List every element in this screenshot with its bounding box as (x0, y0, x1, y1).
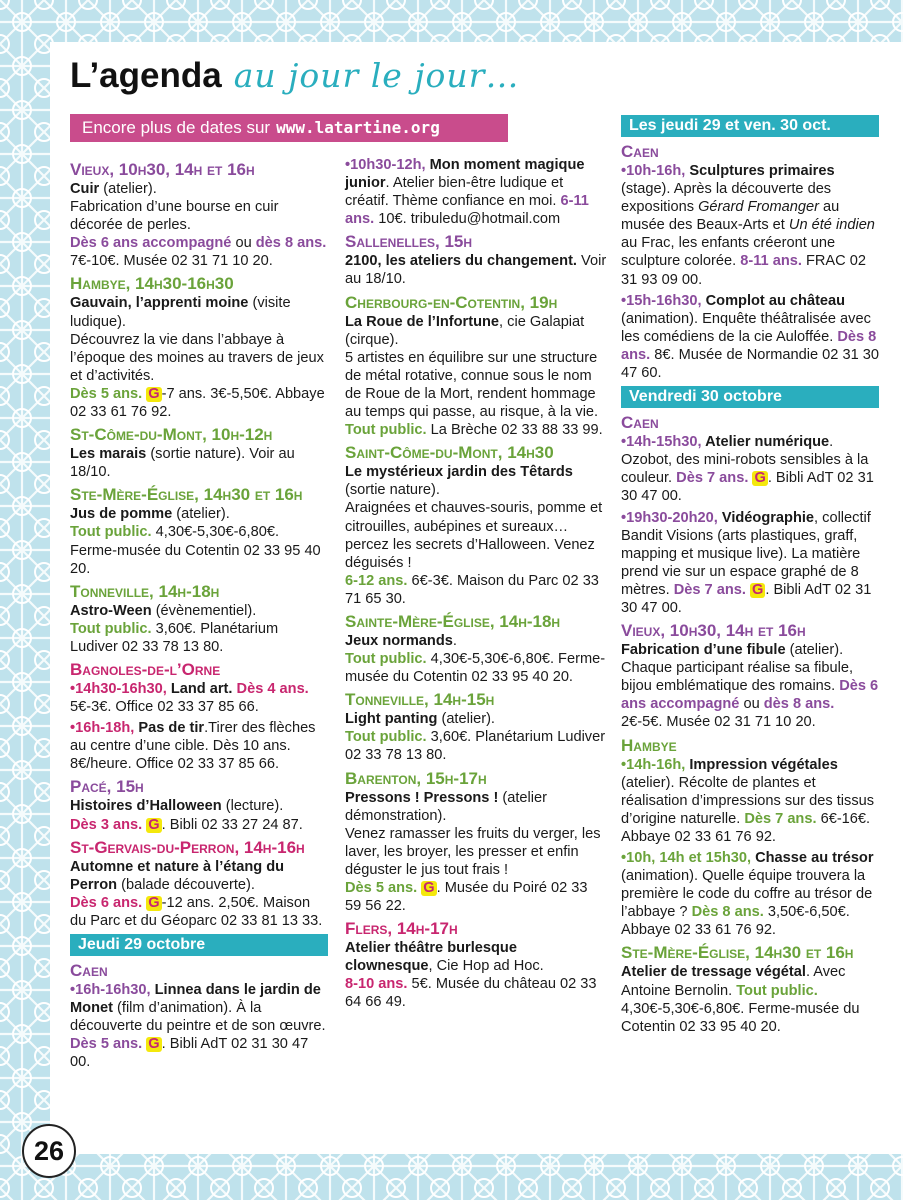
event-heading: Cherbourg-en-Cotentin, 19h (345, 292, 558, 312)
event-heading: St-Gervais-du-Perron, 14h-16h (70, 837, 305, 857)
event-heading: Barenton, 15h-17h (345, 768, 487, 788)
event-entry: •14h-16h, Impression végétales (atelier). Récolte de plantes et réalisation d’impressions sur des tissus d’origine naturelle. Dès 7 ans. 6€-16€. Abbaye 02 33 61 76 92. (621, 756, 875, 845)
event-entry: Le mystérieux jardin des Têtards (sortie nature). Araignées et chauves-souris, pomme et citrouilles, aubépines et sureaux… percez les secrets d’Halloween. Venez déguisés ! 6-12 ans. 6€-3€. Maison du Parc 02 33 71 65 30. (345, 464, 603, 607)
free-badge: G (148, 894, 160, 911)
event-heading: Vieux, 10h30, 14h et 16h (70, 160, 255, 179)
event-heading: Vieux, 10h30, 14h et 16h (621, 621, 806, 641)
page-number: 26 (22, 1124, 76, 1178)
page-title-script: au jour le jour… (233, 56, 520, 95)
event-entry: Atelier de tressage végétal. Avec Antoine Bernolin. Tout public. 4,30€-5,30€-6,80€. Ferme-musée du Cotentin 02 33 95 40 20. (621, 964, 860, 1035)
event-heading: Caen (621, 413, 659, 433)
event-heading: Hambye, 14h30-16h30 (70, 274, 234, 294)
event-entry: Astro-Ween (évènementiel). Tout public. 3,60€. Planétarium Ludiver 02 33 78 13 80. (70, 602, 279, 655)
website-banner: Encore plus de dates sur www.latartine.org (70, 114, 508, 142)
event-heading: Sainte-Mère-Église, 14h-18h (345, 611, 561, 631)
event-entry: •19h30-20h20, Vidéographie, collectif Bandit Visions (arts plastiques, graff, mapping et musique live). La matière prend vie sur un espace graphé de 8 mètres. Dès 7 ans. G . Bibli AdT 02 31 30 47 00. (621, 509, 872, 616)
event-entry: Automne et nature à l’étang du Perron (balade découverte). Dès 6 ans. G -12 ans. 2,50€. Maison du Parc et du Géoparc 02 33 81 13 33. (70, 858, 323, 929)
event-entry: •10h-16h, Sculptures primaires (stage). Après la découverte des expositions Gérard Fromanger au musée des Beaux-Arts et Un été indien au Frac, les enfants créeront une sculpture colorée. 8-11 ans. FRAC 02 31 93 09 00. (621, 163, 875, 288)
day-header: Vendredi 30 octobre (621, 386, 879, 408)
event-heading: Caen (621, 142, 659, 161)
event-heading: Caen (70, 961, 108, 980)
event-heading: Ste-Mère-Église, 14h30 et 16h (621, 943, 854, 963)
event-entry: Atelier théâtre burlesque clownesque, Cie Hop ad Hoc. 8-10 ans. 5€. Musée du château 02 33 64 66 49. (345, 940, 597, 1011)
column-2 (345, 156, 607, 1015)
event-entry: 2100, les ateliers du changement. Voir au 18/10. (345, 253, 607, 288)
event-entry: Gauvain, l’apprenti moine (visite ludique). Découvrez la vie dans l’abbaye à l’époque des moines au travers de jeux et d’activités. Dès 5 ans. G -7 ans. 3€-5,50€. Abbaye 02 33 61 76 92. (70, 295, 325, 421)
event-heading: St-Côme-du-Mont, 10h-12h (70, 425, 273, 445)
free-badge: G (148, 385, 160, 402)
free-badge: G (148, 816, 160, 833)
event-entry: •15h-16h30, Complot au château (animation). Enquête théâtralisée avec les comédiens de la cie Auloffée. Dès 8 ans. 8€. Musée de Normandie 02 31 30 47 60. (621, 292, 879, 382)
event-entry: •10h, 14h et 15h30, Chasse au trésor (animation). Quelle équipe trouvera la première le code du coffre au trésor de l’abbaye ? Dès 8 ans. 3,50€-6,50€. Abbaye 02 33 61 76 92. (621, 850, 874, 939)
event-entry: •14h30-16h30, Land art. Dès 4 ans. 5€-3€. Office 02 33 37 85 66. (70, 680, 309, 716)
event-entry: Les marais (sortie nature). Voir au 18/10. (70, 446, 295, 481)
event-entry: Histoires d’Halloween (lecture). Dès 3 ans. G . Bibli 02 33 27 24 87. (70, 798, 303, 833)
column-1 (70, 156, 328, 1074)
free-badge: G (423, 880, 435, 896)
event-heading: Sallenelles, 15h (345, 232, 473, 252)
event-heading: Flers, 14h-17h (345, 919, 458, 939)
event-heading: Saint-Côme-du-Mont, 14h30 (345, 443, 554, 463)
page-title: L’agenda au jour le jour… (70, 56, 520, 95)
free-badge: G (148, 1036, 160, 1053)
event-entry: •10h30-12h, Mon moment magique junior. Atelier bien-être ludique et créatif. Thème confiance en moi. 6-11 ans. 10€. tribuledu@hotmail.com (345, 157, 589, 228)
event-entry: •14h-15h30, Atelier numérique. Ozobot, des mini-robots sensibles à la couleur. Dès 7 ans. G . Bibli AdT 02 31 30 47 00. (621, 434, 874, 505)
event-entry: Light panting (atelier). Tout public. 3,60€. Planétarium Ludiver 02 33 78 13 80. (345, 711, 606, 764)
event-entry: Pressons ! Pressons ! (atelier démonstration). Venez ramasser les fruits du verger, les laver, les broyer, les presser et enfin déguster le jus tout frais ! Dès 5 ans. G . Musée du Poiré 02 33 59 56 22. (345, 789, 601, 915)
event-entry: La Roue de l’Infortune, cie Galapiat (cirque). 5 artistes en équilibre sur une structure de métal rotative, connue sous le nom de Roue de la Mort, rendent hommage au temps qui passe, au risque, à la vie. Tout public. La Brèche 02 33 88 33 99. (345, 313, 603, 439)
event-heading: Bagnoles-de-l’Orne (70, 659, 221, 679)
free-badge: G (751, 581, 764, 598)
day-header: Les jeudi 29 et ven. 30 oct. (621, 115, 879, 137)
event-heading: Hambye (621, 735, 677, 755)
event-entry: •16h-18h, Pas de tir.Tirer des flèches au centre d’une cible. Dès 10 ans. 8€/heure. Office 02 33 37 85 66. (70, 720, 316, 773)
day-header: Jeudi 29 octobre (70, 934, 328, 956)
event-heading: Tonneville, 14h-15h (345, 690, 495, 710)
event-entry: Cuir (atelier). Fabrication d’une bourse en cuir décorée de perles. Dès 6 ans accompagné ou dès 8 ans. 7€-10€. Musée 02 31 71 10 20. (70, 181, 327, 270)
event-entry: Fabrication d’une fibule (atelier). Chaque participant réalise sa fibule, bijou emblématique des romains. Dès 6 ans accompagné ou dès 8 ans. 2€-5€. Musée 02 31 71 10 20. (621, 642, 879, 731)
event-heading: Ste-Mère-Église, 14h30 et 16h (70, 485, 303, 505)
event-entry: Jus de pomme (atelier). Tout public. 4,30€-5,30€-6,80€. Ferme-musée du Cotentin 02 33 95 40 20. (70, 506, 321, 577)
website-link[interactable]: www.latartine.org (276, 118, 440, 137)
event-entry: Jeux normands. Tout public. 4,30€-5,30€-6,80€. Ferme-musée du Cotentin 02 33 95 40 20. (345, 632, 606, 686)
column-3 (621, 115, 879, 1039)
event-heading: Pacé, 15h (70, 777, 144, 797)
event-heading: Tonneville, 14h-18h (70, 581, 220, 601)
event-entry: •16h-16h30, Linnea dans le jardin de Monet (film d’animation). À la découverte du peintre et de son œuvre. Dès 5 ans. G . Bibli AdT 02 31 30 47 00. (70, 982, 326, 1071)
free-badge: G (754, 470, 766, 487)
